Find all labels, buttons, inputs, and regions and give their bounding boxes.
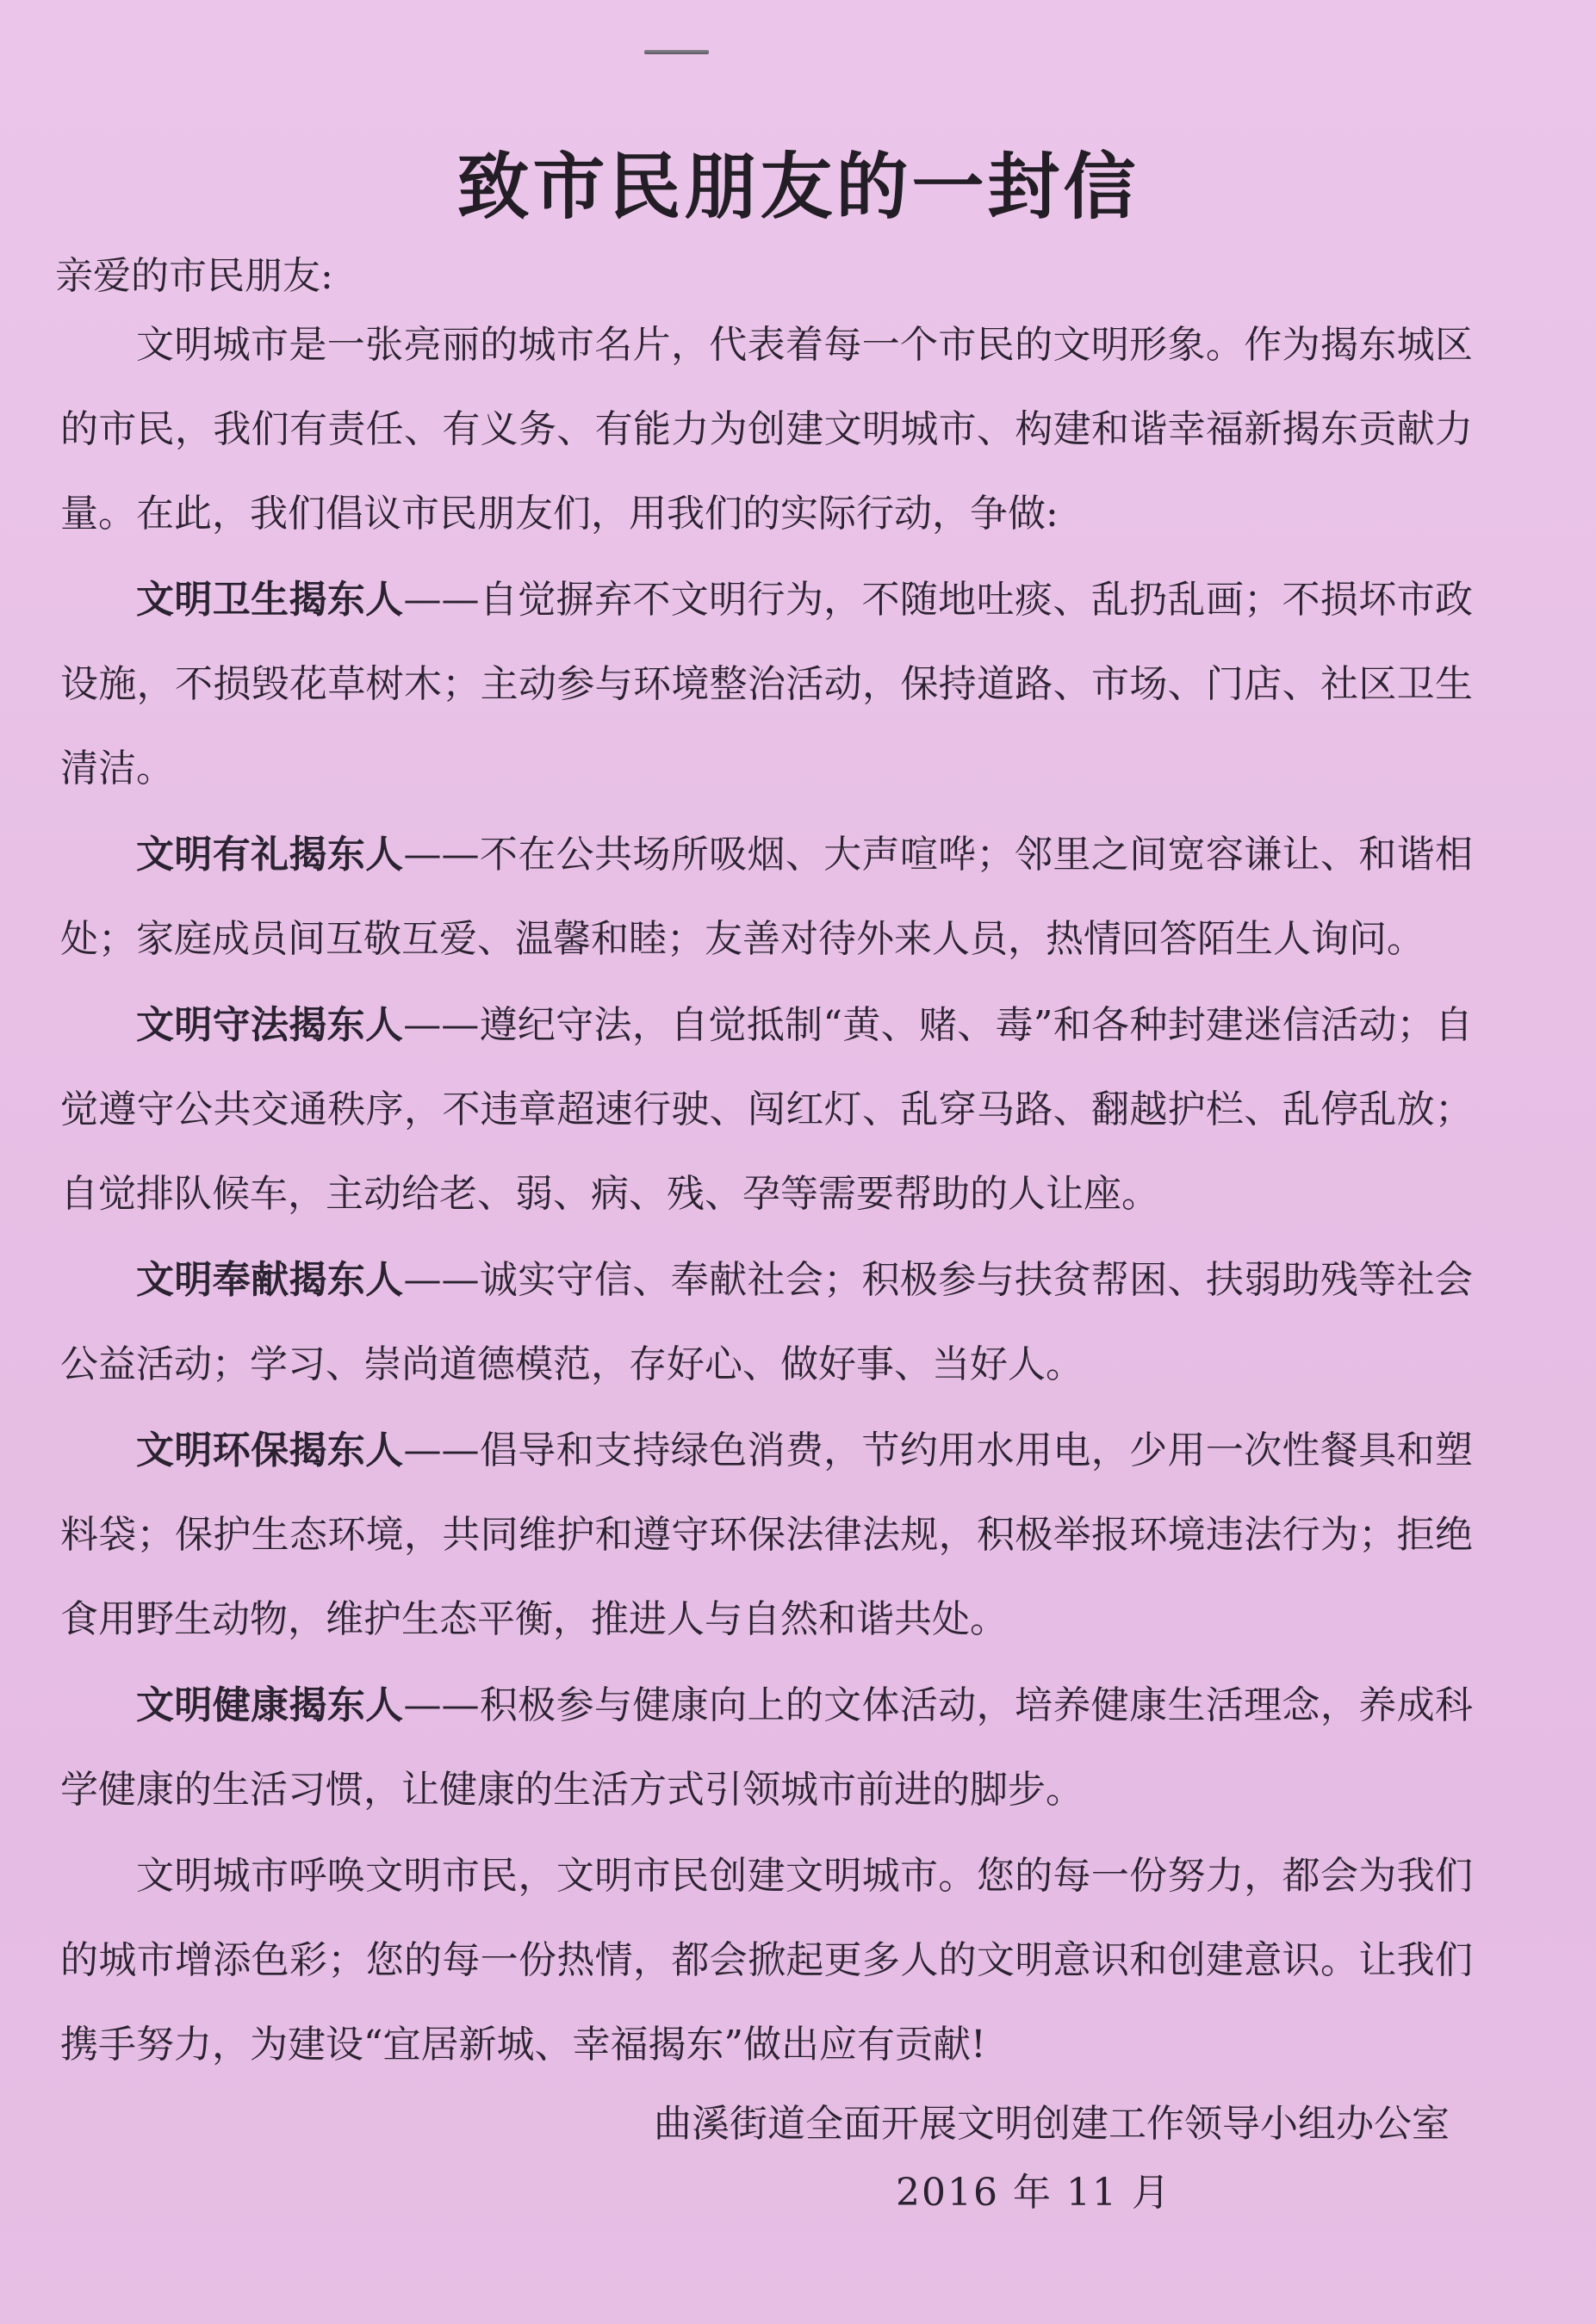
section-paragraph: [60, 1664, 1473, 1832]
section-text: ——遵纪守法，自觉抵制“黄、赌、毒”和各种封建迷信活动；自觉遵守公共交通秩序，不违章超速行驶、闯红灯、乱穿马路、翻越护栏、乱停乱放；自觉排队候车，主动给老、弱、病、残、孕等需要帮助的人让座。: [60, 1003, 1473, 1216]
salutation: 亲爱的市民朋友:: [55, 254, 333, 298]
section-text: ——不在公共场所吸烟、大声喧哗；邻里之间宽容谦让、和谐相处；家庭成员间互敬互爱、温馨和睦；友善对待外来人员，热情回答陌生人询问。: [60, 833, 1473, 961]
section-heading: 文明环保揭东人: [136, 1428, 404, 1472]
letter-body: [60, 303, 1473, 2089]
section-paragraph: [60, 983, 1473, 1236]
section-text: ——诚实守信、奉献社会；积极参与扶贫帮困、扶弱助残等社会公益活动；学习、崇尚道德模范，存好心、做好事、当好人。: [60, 1258, 1473, 1386]
section-paragraph: [60, 1409, 1473, 1662]
intro-paragraph: 文明城市是一张亮丽的城市名片，代表着每一个市民的文明形象。作为揭东城区的市民，我们有责任、有义务、有能力为创建文明城市、构建和谐幸福新揭东贡献力量。在此，我们倡议市民朋友们，用我们的实际行动，争做:: [60, 323, 1473, 536]
staple-mark: [644, 50, 709, 54]
section-heading: 文明健康揭东人: [136, 1683, 404, 1727]
section-heading: 文明奉献揭东人: [136, 1258, 404, 1302]
section-paragraph: [60, 558, 1473, 811]
closing-paragraph: 文明城市呼唤文明市民，文明市民创建文明城市。您的每一份努力，都会为我们的城市增添色彩；您的每一份热情，都会掀起更多人的文明意识和创建意识。让我们携手努力，为建设“宜居新城、幸福揭东”做出应有贡献!: [60, 1854, 1473, 2067]
letter-title: 致市民朋友的一封信: [456, 145, 1140, 229]
section-paragraph: [60, 813, 1473, 982]
section-text: ——倡导和支持绿色消费，节约用水用电，少用一次性餐具和塑料袋；保护生态环境，共同维护和遵守环保法律法规，积极举报环境违法行为；拒绝食用野生动物，维护生态平衡，推进人与自然和谐共处。: [60, 1428, 1473, 1641]
signature: 曲溪街道全面开展文明创建工作领导小组办公室: [654, 2102, 1450, 2146]
section-paragraph: [60, 1238, 1473, 1407]
section-text: ——积极参与健康向上的文体活动，培养健康生活理念，养成科学健康的生活习惯，让健康的生活方式引领城市前进的脚步。: [60, 1683, 1473, 1812]
section-text: ——自觉摒弃不文明行为，不随地吐痰、乱扔乱画；不损坏市政设施，不损毁花草树木；主动参与环境整治活动，保持道路、市场、门店、社区卫生清洁。: [60, 578, 1473, 790]
section-heading: 文明卫生揭东人: [136, 578, 404, 622]
letter-date: 2016 年 11 月: [896, 2171, 1171, 2215]
section-heading: 文明守法揭东人: [136, 1003, 404, 1047]
section-heading: 文明有礼揭东人: [136, 833, 404, 877]
